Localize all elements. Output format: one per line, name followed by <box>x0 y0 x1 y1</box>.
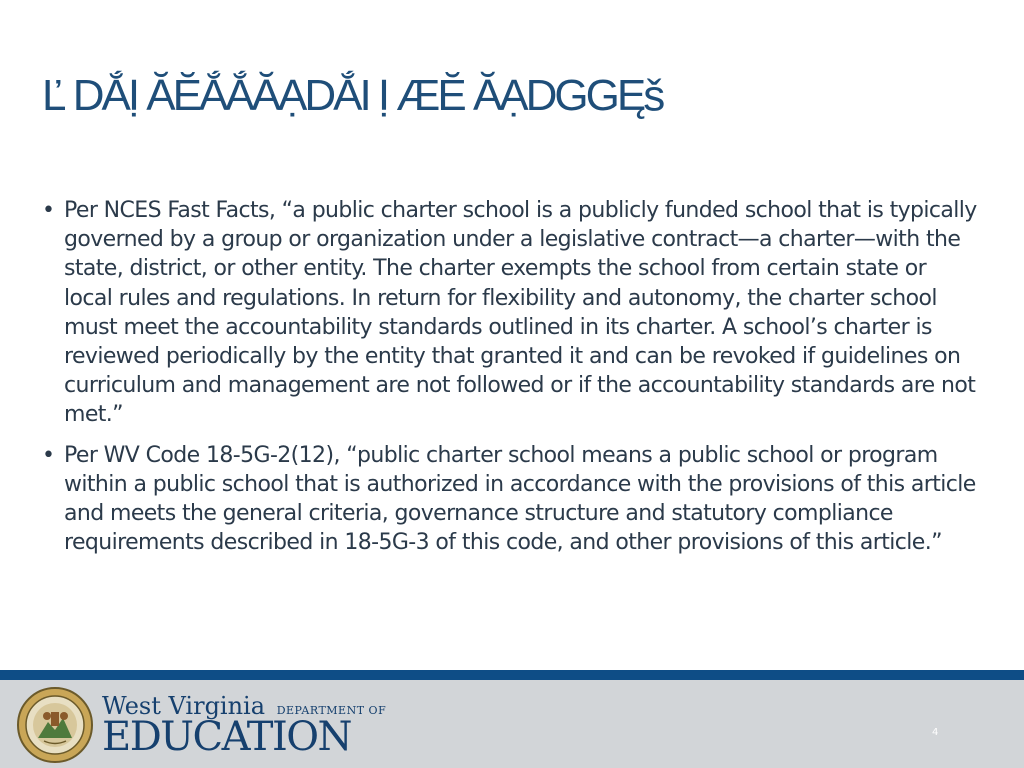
bullet-text: Per NCES Fast Facts, “a public charter school is a publicly funded school that is typically governed by a group or organization under a legislative contract—a charter—with the state, district, or other entity. The charter exempts the school from certain state or local rules and regulations. In return for flexibility and autonomy, the charter school must meet the accountability standards outlined in its charter. A school’s charter is reviewed periodically by the entity that granted it and can be revoked if guidelines on curriculum and management are not followed or if the accountability standards are not met.” <box>64 198 977 428</box>
bullet-text: Per WV Code 18-5G-2(12), “public charter school means a public school or program within a public school that is authorized in accordance with the provisions of this article and meets the general criteria, governance structure and statutory compliance requirements described in 18-5G-3 of this code, and other provisions of this article.” <box>64 442 976 556</box>
state-seal-icon <box>14 686 96 764</box>
dept-label: DEPARTMENT OF <box>276 704 387 717</box>
page-number: 4 <box>932 727 939 738</box>
bullet-item-wv-code-definition <box>42 441 977 558</box>
bullet-marker: • <box>42 442 55 468</box>
bullet-item-nces-definition <box>42 196 977 430</box>
org-name-text: West Virginia <box>102 692 266 720</box>
bullet-marker: • <box>42 198 55 223</box>
footer-rule <box>0 670 1024 680</box>
bullet-list <box>42 196 977 568</box>
slide-title: Ľ DẮỊ ĂĔẮẮĂẠDẮI Ị ÆĔ ĂẠDGGĘš <box>42 71 663 120</box>
dept-name: EDUCATION <box>102 714 352 760</box>
